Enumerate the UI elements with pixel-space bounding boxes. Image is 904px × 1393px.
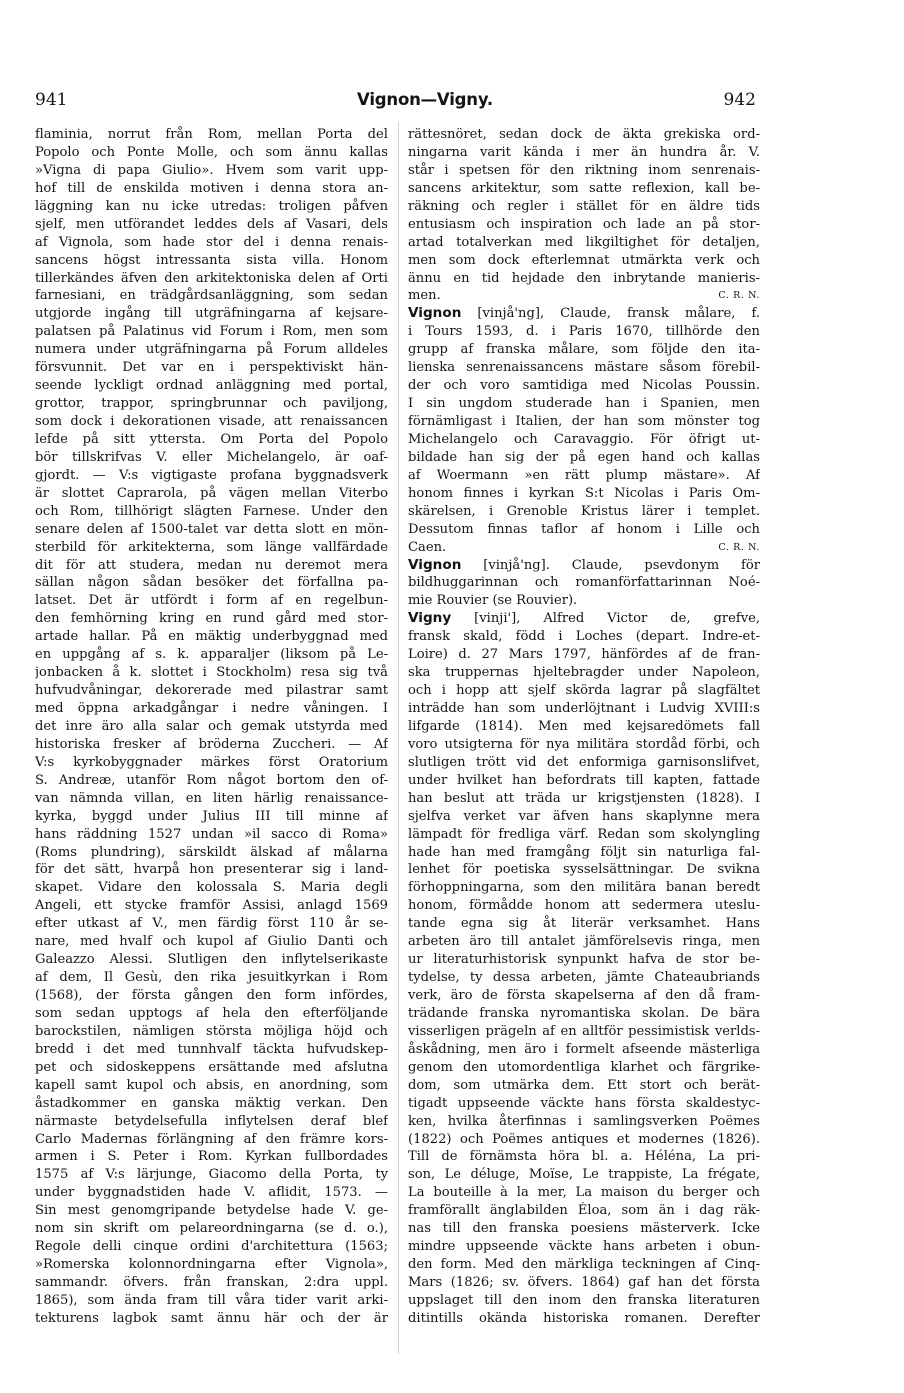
text-line: Regole delli cinque ordini d'architettura (1563; bbox=[35, 1239, 388, 1255]
text-line: senare delen af 1500-talet var detta slott en mön- bbox=[35, 521, 388, 537]
text-line: skärelsen, i Grenoble Kristus lärer i templet. bbox=[408, 503, 760, 519]
column-divider bbox=[398, 122, 399, 1354]
text-line: mie Rouvier (se Rouvier). bbox=[408, 593, 578, 609]
text-line: nom sin skrift om pelareordningarna (se d. o.), bbox=[35, 1221, 388, 1237]
left-column bbox=[35, 126, 388, 1328]
text-line: (1822) och Poëmes antiques et modernes (1826). bbox=[408, 1131, 760, 1147]
text-line: nare, med hvalf och kupol af Giulio Danti och bbox=[35, 934, 388, 950]
text-line: nas till den franska poesiens mästerverk. Icke bbox=[408, 1221, 760, 1237]
page-number-left: 941 bbox=[35, 90, 68, 110]
text-line: står i spetsen för den riktning inom senrenais- bbox=[408, 162, 760, 178]
text-line: barockstilen, nämligen största möjliga höjd och bbox=[35, 1023, 388, 1039]
text-line: pet och sidoskeppens ersättande med afslutna bbox=[35, 1059, 388, 1075]
text-line: läggning kan nu icke utredas: troligen påfven bbox=[35, 198, 388, 214]
text-line: förhoppningarna, som den militära banan beredt bbox=[408, 880, 760, 896]
text-line: Michelangelo och Caravaggio. För öfrigt ut- bbox=[408, 431, 760, 447]
text-line: utgjorde ingång till utgräfningarna af kejsare- bbox=[35, 306, 388, 322]
text-line: hof till de enskilda motiven i denna stora an- bbox=[35, 180, 388, 196]
text-line: han beslut att träda ur krigstjensten (1828). I bbox=[408, 790, 760, 806]
text-line-end: Caen. bbox=[408, 539, 447, 555]
text-line: I sin ungdom studerade han i Spanien, men bbox=[408, 396, 760, 412]
entry-headword: Vignon bbox=[408, 305, 462, 322]
text-line: dit för att studera, medan nu deremot mera bbox=[35, 557, 388, 573]
text-line: ditintills okända historiska romanen. Derefter bbox=[408, 1310, 760, 1326]
text-line: sancens högst intressanta sista villa. Honom bbox=[35, 252, 388, 268]
text-line: tande egna sig åt literär verksamhet. Hans bbox=[408, 916, 760, 932]
text-line: sterbild för arkitekterna, som länge vallfärdade bbox=[35, 539, 388, 555]
text-line: son, Le déluge, Moïse, Le trappiste, La frégate, bbox=[408, 1167, 760, 1183]
text-line: Angeli, ett stycke framför Assisi, anlagd 1569 bbox=[35, 898, 388, 914]
text-line: numera under utgräfningarna på Forum alldeles bbox=[35, 342, 388, 358]
text-line: Galeazzo Alessi. Slutligen den inflytelserikaste bbox=[35, 952, 388, 968]
text-line: sammandr. öfvers. från franskan, 2:dra uppl. bbox=[35, 1275, 388, 1290]
text-line: van nämnda villan, en liten härlig renaissance- bbox=[35, 790, 388, 806]
text-line: rättesnöret, sedan dock de äkta grekiska ord- bbox=[408, 127, 760, 142]
text-line: (1568), der första gången den form infördes, bbox=[35, 988, 388, 1003]
text-line: sancens arkitektur, som satte reflexion, kall be- bbox=[408, 180, 760, 196]
text-line: är slottet Caprarola, på vägen mellan Viterbo bbox=[35, 485, 388, 501]
text-line: kyrka, byggd under Julius III till minne af bbox=[35, 808, 388, 824]
text-line: trädande franska nyromantiska skolan. De bära bbox=[408, 1005, 760, 1021]
text-line: Sin mest genomgripande betydelse hade V. ge- bbox=[35, 1203, 388, 1219]
text-line: entusiasm och inspiration och lade an på stor- bbox=[408, 216, 760, 232]
entry-line: Vignon [vinjå'ng], Claude, fransk målare, f. bbox=[408, 305, 760, 322]
text-line: under hvilket han befordrats till kapten, fattade bbox=[408, 772, 760, 788]
author-signature: C. R. N. bbox=[718, 541, 760, 553]
text-line: som dock i dekorationen visade, att renaissancen bbox=[35, 414, 388, 429]
text-line: tigadt uppseende väckte hans första skaldestyc- bbox=[408, 1095, 760, 1111]
text-line: med öppna arkadgångar i nedre våningen. I bbox=[35, 701, 388, 716]
text-line: uppslaget till den inom den franska literaturen bbox=[408, 1292, 760, 1308]
text-line: grupp af franska målare, som följde den ita- bbox=[408, 342, 760, 358]
text-line: åskådning, men äro i formelt afseende mästerliga bbox=[408, 1041, 760, 1057]
text-line: farnesiani, en trädgårdsanläggning, som sedan bbox=[35, 288, 388, 304]
text-line: bildade han sig der på egen hand och kallas bbox=[408, 449, 760, 465]
text-line: lienska senrenaissancens mästare såsom förebil- bbox=[408, 360, 760, 376]
text-line: lefde på sitt yttersta. Om Porta del Popolo bbox=[35, 431, 388, 447]
text-line: artad totalverkan med likgiltighet för detaljen, bbox=[408, 234, 760, 250]
text-line-with-signature bbox=[408, 287, 760, 305]
text-line: tydelse, ty dessa arbeten, jämte Chateaubriands bbox=[408, 970, 760, 986]
text-line: ningarna varit kända i mer än hundra år. V. bbox=[408, 144, 760, 160]
text-line: der och voro samtidiga med Nicolas Poussin. bbox=[408, 378, 760, 394]
text-line: Dessutom finnas taflor af honom i Lille och bbox=[408, 521, 760, 537]
text-line: palatsen på Palatinus vid Forum i Rom, men som bbox=[35, 324, 388, 340]
text-line: efter utkast af V., men färdig först 110 år se- bbox=[35, 916, 388, 932]
text-line: af dem, Il Gesù, den rika jesuitkyrkan i Rom bbox=[35, 970, 388, 986]
text-line: af Woermann »en rätt plump mästare». Af bbox=[408, 467, 760, 483]
text-line-with-signature bbox=[408, 539, 760, 557]
text-line: och Rom, tillhörigt slägten Farnese. Under den bbox=[35, 503, 388, 519]
text-line: artade hallar. På en mäktig underbyggnad med bbox=[35, 629, 388, 645]
text-line: dom, som utmärka dem. Ett stort och berät- bbox=[408, 1077, 760, 1093]
running-title: Vignon—Vigny. bbox=[357, 90, 493, 109]
text-line: af Vignola, som hade stor del i denna renais- bbox=[35, 234, 388, 250]
author-signature: C. R. N. bbox=[718, 290, 760, 302]
text-line: bildhuggarinnan och romanförfattarinnan Noé- bbox=[408, 575, 760, 591]
text-line: den form. Med den märkliga teckningen af Cinq- bbox=[408, 1257, 760, 1273]
text-line: jonbacken å k. slottet i Stockholm) resa sig två bbox=[35, 665, 388, 681]
text-line: skapet. Vidare den kolossala S. Maria degli bbox=[35, 880, 388, 896]
text-line: hans räddning 1527 undan »il sacco di Roma» bbox=[35, 826, 388, 842]
text-line: under byggnadstiden hade V. aflidit, 1573. — bbox=[35, 1185, 388, 1201]
text-line: försvunnit. Det var en i perspektiviskt hän- bbox=[35, 360, 388, 376]
text-line: som sedan upptogs af hela den efterföljande bbox=[35, 1005, 388, 1021]
text-line: bredd i det med tunnhvalf täckta hufvudskep- bbox=[35, 1041, 388, 1057]
text-line: framförallt änglabilden Éloa, som än i dag räk- bbox=[408, 1203, 760, 1219]
text-line: (Roms plundring), särskildt älskad af målarna bbox=[35, 844, 388, 860]
text-line: lämpadt för fredliga värf. Redan som skolyngling bbox=[408, 826, 760, 842]
text-line: mindre uppseende väckte hans arbeten i obun- bbox=[408, 1239, 760, 1255]
text-line: lifgarde (1814). Men med kejsaredömets fall bbox=[408, 718, 760, 734]
text-line: Loire) d. 27 Mars 1797, hänfördes af de fran- bbox=[408, 647, 760, 663]
text-line: hade han med framgång följt sin naturliga fal- bbox=[408, 844, 760, 860]
text-line: sällan någon sådan besöker det förfallna pa- bbox=[35, 575, 388, 591]
text-line: tekturens lagbok samt ännu här och der är bbox=[35, 1310, 388, 1326]
text-line-end: men. bbox=[408, 288, 441, 304]
right-column bbox=[408, 126, 760, 1328]
text-line: ur literaturhistorisk synpunkt hafva de stor be- bbox=[408, 952, 760, 968]
text-line: lenhet för poetiska sysselsättningar. De svikna bbox=[408, 862, 760, 878]
text-line: Popolo och Ponte Molle, och som ännu kallas bbox=[35, 144, 388, 160]
text-line: seende lyckligt ordnad anläggning med portal, bbox=[35, 378, 388, 394]
text-line: genom den utomordentliga klarhet och färgrike- bbox=[408, 1059, 760, 1075]
text-line: S. Andreæ, utanför Rom något bortom den of- bbox=[35, 772, 388, 788]
text-line: den femhörning kring en rund gård med stor- bbox=[35, 611, 388, 627]
text-line: honom finnes i kyrkan S:t Nicolas i Paris Om- bbox=[408, 485, 760, 501]
text-line: bör tillskrifvas V. eller Michelangelo, är oaf- bbox=[35, 449, 388, 465]
entry-headword: Vignon bbox=[408, 556, 462, 573]
text-line: sjelfva verket var äfven hans skaplynne mera bbox=[408, 808, 760, 824]
text-line: V:s kyrkobyggnader märkes först Oratorium bbox=[35, 754, 388, 770]
page-number-right: 942 bbox=[723, 90, 756, 110]
text-line: sjelf, men utförandet leddes dels af Vasari, dels bbox=[35, 216, 388, 232]
text-line: i Tours 1593, d. i Paris 1670, tillhörde den bbox=[408, 324, 760, 340]
text-line: räkning och regler i stället för en äldre tids bbox=[408, 198, 760, 214]
text-line: »Romerska kolonnordningarna efter Vignola», bbox=[35, 1257, 388, 1273]
page-header bbox=[0, 88, 904, 114]
text-line: La bouteille à la mer, La maison du berger och bbox=[408, 1185, 760, 1201]
text-line: slutligen trött vid det enformiga garnisonslifvet, bbox=[408, 754, 760, 770]
text-line: arbeten äro till antalet jämförelsevis ringa, men bbox=[408, 934, 760, 950]
text-line: för det sätt, hvarpå hon presenterar sig i land- bbox=[35, 862, 388, 878]
text-line: tillerkändes äfven den arkitektoniska delen af Orti bbox=[35, 270, 388, 286]
text-line: visserligen prägeln af en alltför pessimistisk verlds- bbox=[408, 1023, 760, 1039]
text-line: ännu en tid hejdade den inbrytande manieris- bbox=[408, 270, 760, 286]
entry-line: Vignon [vinjå'ng]. Claude, psevdonym för bbox=[408, 556, 760, 573]
text-line: Carlo Madernas förlängning af den främre kors- bbox=[35, 1131, 388, 1147]
text-line: armen i S. Peter i Rom. Kyrkan fullbordades bbox=[35, 1149, 388, 1165]
text-line: flaminia, norrut från Rom, mellan Porta del bbox=[35, 127, 388, 142]
text-line: ken, hvilka återfinnas i samlingsverken Poëmes bbox=[408, 1113, 760, 1129]
text-line: verk, äro de första skapelserna af den då fram- bbox=[408, 988, 760, 1003]
text-line: historiska fresker af bröderna Zuccheri. — Af bbox=[35, 736, 388, 752]
text-line: latset. Det är utfördt i form af en regelbun- bbox=[35, 593, 388, 609]
entry-headword: Vigny bbox=[408, 610, 452, 627]
text-line: »Vigna di papa Giulio». Hvem som varit upp- bbox=[35, 162, 388, 178]
entry-line: Vigny [vinji'], Alfred Victor de, grefve, bbox=[408, 610, 760, 627]
text-line: det inre äro alla salar och gemak utstyrda med bbox=[35, 718, 388, 734]
text-line: inträdde han som underlöjtnant i Ludvig XVIII:s bbox=[408, 701, 760, 716]
text-line: fransk skald, född i Loches (depart. Indre-et- bbox=[408, 629, 760, 645]
text-line: åstadkommer en ganska mäktig verkan. Den bbox=[35, 1095, 388, 1111]
text-line: en uppgång af s. k. apparaljer (liksom på Le- bbox=[35, 647, 388, 663]
text-line: grottor, trappor, springbrunnar och paviljong, bbox=[35, 396, 388, 412]
text-line: och i hopp att sjelf skörda lagrar på slagfältet bbox=[408, 683, 760, 699]
text-line: voro utsigterna för nya militära stordåd förbi, och bbox=[408, 736, 760, 752]
text-line: gjordt. — V:s vigtigaste profana byggnadsverk bbox=[35, 467, 388, 483]
text-line: honom, förmådde honom att sedermera uteslu- bbox=[408, 898, 760, 914]
text-line: Till de förnämsta höra bl. a. Héléna, La pri- bbox=[408, 1149, 760, 1165]
text-line: hufvudvåningar, dekorerade med pilastrar samt bbox=[35, 683, 388, 699]
text-line: Mars (1826; sv. öfvers. 1864) gaf han det första bbox=[408, 1275, 760, 1290]
text-line: men som dock efterlemnat utmärkta verk och bbox=[408, 252, 760, 268]
text-line: närmaste betydelsefulla inflytelsen deraf blef bbox=[35, 1113, 388, 1129]
text-line: kapell samt kupol och absis, en anordning, som bbox=[35, 1077, 388, 1093]
text-line: förnämligast i Italien, der han som mönster tog bbox=[408, 414, 760, 429]
text-line: 1575 af V:s lärjunge, Giacomo della Porta, ty bbox=[35, 1167, 388, 1183]
text-line: 1865), som ända fram till våra tider varit arki- bbox=[35, 1292, 388, 1308]
text-line: ska truppernas hjeltebragder under Napoleon, bbox=[408, 665, 760, 681]
